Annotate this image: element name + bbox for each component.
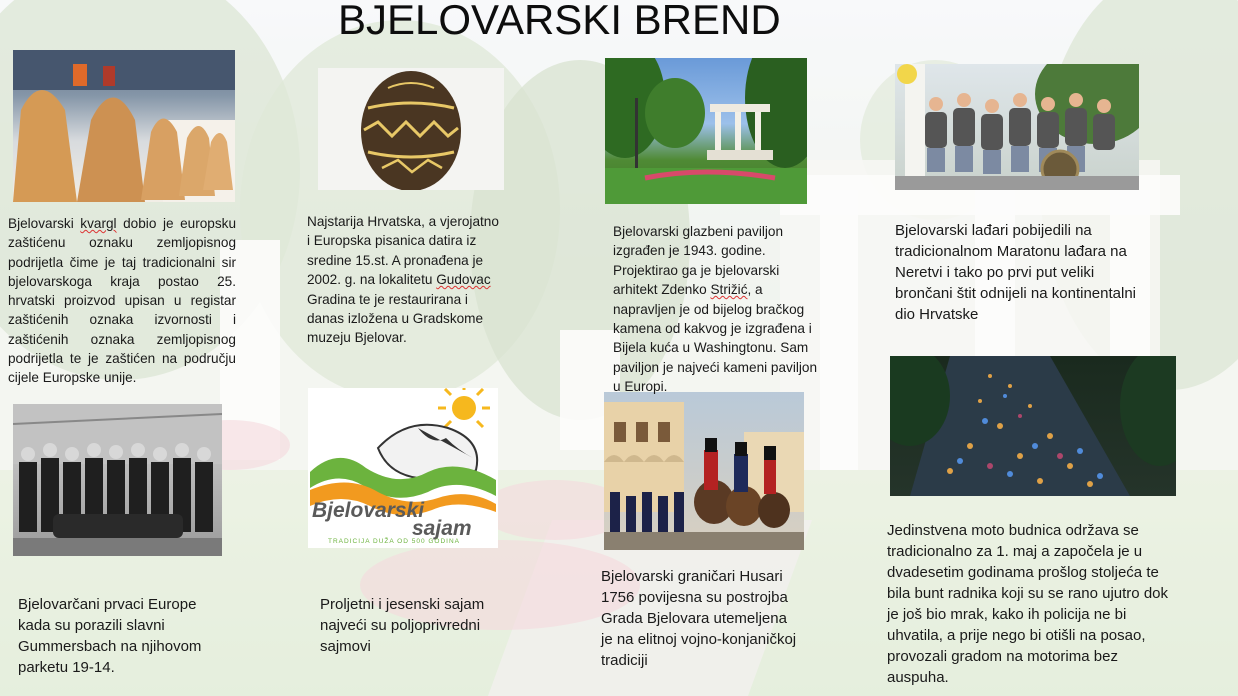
fair-logo bbox=[308, 388, 498, 548]
hussars-photo bbox=[604, 392, 804, 550]
logo-tagline: TRADICIJA DUŽA OD 500 GODINA bbox=[328, 538, 461, 545]
rowers-photo bbox=[895, 64, 1139, 190]
page-title: BJELOVARSKI BREND bbox=[338, 0, 781, 43]
moto-night-photo bbox=[890, 356, 1176, 496]
caption-husari: Bjelovarski graničari Husari 1756 povijesna su postrojba Grada Bjelovara utemeljena je na elitnoj vojno-konjaničkoj tradiciji bbox=[601, 568, 797, 669]
caption-pisanica: Najstarija Hrvatska, a vjerojatno i Europska pisanica datira iz sredine 15.st. A pronađena je 2002. g. na lokalitetu Gudovac Gradina te je restaurirana i danas izložena u Gradskome muzeju Bjelovar. bbox=[307, 214, 499, 346]
pavilion-photo bbox=[605, 58, 807, 204]
handball-team-photo bbox=[13, 404, 222, 556]
caption-moto: Jedinstvena moto budnica održava se tradicionalno za 1. maj a započela je u dvadesetim godinama prošlog stoljeća te bila bunt radnika koji su se rano ujutro dok je još bio mrak, kako ih policija ne bi uhvatila, a prije nego bi otišli na posao, provozali gradom na motorima bez auspuha. bbox=[887, 522, 1169, 686]
logo-name: Bjelovarski sajam bbox=[312, 499, 472, 540]
kvargl-photo bbox=[13, 50, 235, 202]
caption-ladari: Bjelovarski lađari pobijedili na tradicionalnom Maratonu lađara na Neretvi i tako po prvi put veliki brončani štit odnijeli na kontinentalni dio Hrvatske bbox=[895, 222, 1136, 323]
caption-paviljon: Bjelovarski glazbeni paviljon izgrađen je 1943. godine. Projektirao ga je bjelovarski arhitekt Zdenko Strižić, a napravljen je od bijelog bračkog kamena od kakvog je izgrađena i Bijela kuća u Washingtonu. Sam paviljon je najveći kameni paviljon u Europi. bbox=[613, 224, 818, 395]
caption-sajam: Proljetni i jesenski sajam najveći su poljoprivredni sajmovi bbox=[320, 596, 485, 655]
easter-egg-photo bbox=[318, 68, 504, 190]
caption-prvaci: Bjelovarčani prvaci Europe kada su porazili slavni Gummersbach na njihovom parketu 19-14. bbox=[18, 596, 202, 676]
caption-kvargl: Bjelovarski kvargl dobio je europsku zaštićenu oznaku zemljopisnog podrijetla čime je taj tradicionalni sir bjelovarskoga kraja postao 25. hrvatski proizvod upisan u registar zaštićenih oznaka izvornosti i zaštićenih oznaka zemljopisnog podrijetla te je zaštićen na području cijele Europske unije. bbox=[8, 216, 236, 386]
